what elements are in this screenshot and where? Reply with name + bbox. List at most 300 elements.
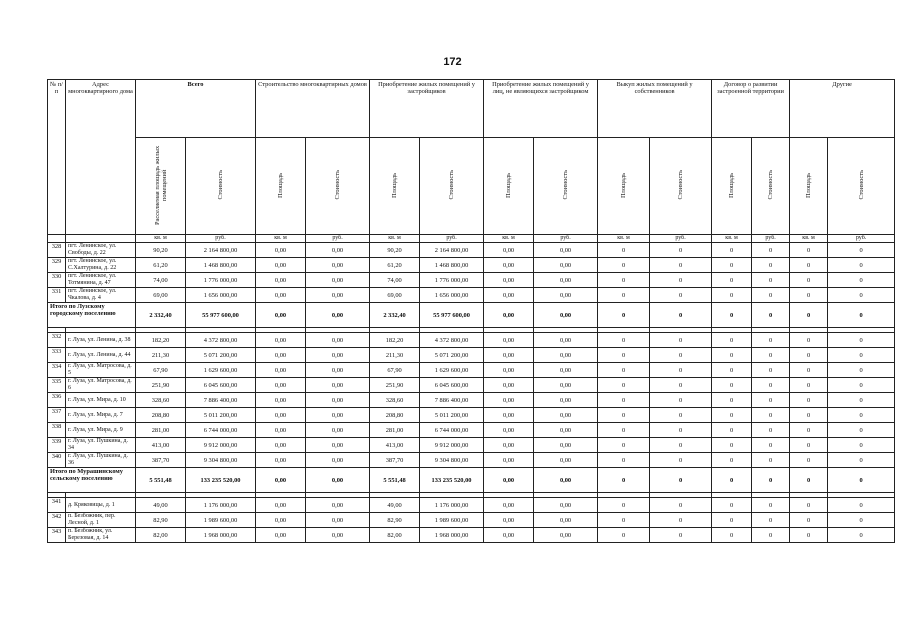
row-value: 61,20 bbox=[136, 258, 186, 273]
row-value: 0,00 bbox=[256, 528, 306, 543]
subtotal-cell: 55 977 600,00 bbox=[186, 303, 256, 328]
table-row bbox=[48, 243, 895, 258]
subtotal-cell: 0 bbox=[790, 468, 828, 493]
subtotal-cell: 0 bbox=[790, 303, 828, 328]
row-value: 0,00 bbox=[534, 498, 598, 513]
row-value: 0,00 bbox=[534, 453, 598, 468]
row-address: г. Луза, ул. Пушкина, д. 36 bbox=[66, 453, 136, 468]
subtotal-label: Итого по Лузскому городскому поселению bbox=[48, 303, 136, 328]
header-group-buyout: Выкуп жилых помещений у собственников bbox=[598, 80, 712, 138]
row-value: 0,00 bbox=[534, 348, 598, 363]
row-value: 0 bbox=[650, 333, 712, 348]
row-value: 0,00 bbox=[534, 258, 598, 273]
row-number: 334 bbox=[48, 363, 66, 378]
row-value: 0,00 bbox=[484, 438, 534, 453]
row-value: 9 912 000,00 bbox=[186, 438, 256, 453]
row-value: 6 045 600,00 bbox=[186, 378, 256, 393]
page-number: 172 bbox=[443, 56, 462, 68]
row-value: 0 bbox=[752, 288, 790, 303]
row-value: 0,00 bbox=[484, 378, 534, 393]
row-value: 0,00 bbox=[256, 243, 306, 258]
subtotal-cell: 0 bbox=[828, 303, 895, 328]
row-value: 0,00 bbox=[484, 348, 534, 363]
row-value: 0 bbox=[828, 273, 895, 288]
row-value: 1 656 000,00 bbox=[420, 288, 484, 303]
header-address: Адрес многоквартирного дома bbox=[66, 80, 136, 235]
row-value: 0,00 bbox=[534, 378, 598, 393]
row-value: 0,00 bbox=[306, 528, 370, 543]
row-value: 0 bbox=[712, 528, 752, 543]
subtotal-cell: 5 551,48 bbox=[136, 468, 186, 493]
row-value: 5 011 200,00 bbox=[186, 408, 256, 423]
row-value: 0 bbox=[828, 378, 895, 393]
row-value: 387,70 bbox=[136, 453, 186, 468]
row-value: 0 bbox=[790, 423, 828, 438]
row-value: 0,00 bbox=[306, 393, 370, 408]
unit-area: кв. м bbox=[484, 235, 534, 243]
row-address: п. Безбожник, ул. Березовая, д. 14 bbox=[66, 528, 136, 543]
row-address: д. Кряковицы, д. 1 bbox=[66, 498, 136, 513]
row-value: 0 bbox=[650, 378, 712, 393]
row-value: 82,00 bbox=[136, 528, 186, 543]
row-value: 0,00 bbox=[534, 333, 598, 348]
row-value: 0,00 bbox=[484, 273, 534, 288]
subtotal-cell: 0 bbox=[650, 303, 712, 328]
row-value: 0 bbox=[598, 498, 650, 513]
row-value: 251,90 bbox=[370, 378, 420, 393]
subtotal-cell: 133 235 520,00 bbox=[186, 468, 256, 493]
row-value: 0 bbox=[790, 243, 828, 258]
header-sub-area: Площадь bbox=[370, 138, 420, 235]
row-value: 82,90 bbox=[370, 513, 420, 528]
row-value: 0,00 bbox=[484, 528, 534, 543]
header-sub-cost: Стоимость bbox=[306, 138, 370, 235]
header-group-other: Другие bbox=[790, 80, 895, 138]
row-value: 281,00 bbox=[370, 423, 420, 438]
row-value: 0 bbox=[752, 333, 790, 348]
row-number: 341 bbox=[48, 498, 66, 513]
row-value: 0,00 bbox=[534, 423, 598, 438]
row-value: 0,00 bbox=[484, 498, 534, 513]
row-value: 0,00 bbox=[306, 423, 370, 438]
row-value: 0 bbox=[712, 258, 752, 273]
row-value: 0 bbox=[598, 378, 650, 393]
row-value: 6 744 000,00 bbox=[420, 423, 484, 438]
row-value: 0 bbox=[650, 408, 712, 423]
row-value: 0 bbox=[712, 243, 752, 258]
row-value: 0 bbox=[828, 438, 895, 453]
header-sub-area: Площадь bbox=[484, 138, 534, 235]
row-value: 0,00 bbox=[256, 273, 306, 288]
row-value: 0 bbox=[598, 273, 650, 288]
subtotal-row bbox=[48, 303, 895, 328]
header-sub-area: Площадь bbox=[790, 138, 828, 235]
row-value: 1 776 000,00 bbox=[420, 273, 484, 288]
row-value: 0,00 bbox=[306, 363, 370, 378]
row-value: 0,00 bbox=[534, 438, 598, 453]
subtotal-cell: 0 bbox=[712, 468, 752, 493]
table-row bbox=[48, 453, 895, 468]
row-value: 0 bbox=[650, 498, 712, 513]
row-value: 0,00 bbox=[256, 333, 306, 348]
unit-area: кв. м bbox=[712, 235, 752, 243]
unit-area: кв. м bbox=[790, 235, 828, 243]
row-number: 336 bbox=[48, 393, 66, 408]
header-no: № п/п bbox=[48, 80, 66, 235]
row-value: 67,90 bbox=[370, 363, 420, 378]
row-value: 0 bbox=[650, 513, 712, 528]
row-value: 0 bbox=[752, 528, 790, 543]
row-value: 0,00 bbox=[306, 378, 370, 393]
row-value: 1 629 600,00 bbox=[186, 363, 256, 378]
unit-cost: руб. bbox=[650, 235, 712, 243]
header-group-total: Всего bbox=[136, 80, 256, 138]
subtotal-cell: 0 bbox=[598, 468, 650, 493]
row-value: 0 bbox=[712, 438, 752, 453]
table-row bbox=[48, 288, 895, 303]
row-value: 0 bbox=[598, 288, 650, 303]
row-value: 182,20 bbox=[136, 333, 186, 348]
row-value: 0 bbox=[828, 423, 895, 438]
row-value: 0,00 bbox=[256, 393, 306, 408]
unit-blank bbox=[66, 235, 136, 243]
row-value: 0 bbox=[712, 378, 752, 393]
row-value: 0,00 bbox=[306, 513, 370, 528]
table-row bbox=[48, 273, 895, 288]
row-value: 0 bbox=[598, 348, 650, 363]
header-sub-cost: Стоимость bbox=[650, 138, 712, 235]
row-value: 0,00 bbox=[306, 348, 370, 363]
row-value: 0 bbox=[752, 498, 790, 513]
row-value: 0 bbox=[790, 528, 828, 543]
row-value: 0,00 bbox=[534, 273, 598, 288]
row-value: 1 176 000,00 bbox=[186, 498, 256, 513]
header-sub-area: Площадь bbox=[712, 138, 752, 235]
row-value: 0,00 bbox=[534, 513, 598, 528]
subtotal-cell: 0 bbox=[828, 468, 895, 493]
row-value: 0 bbox=[712, 408, 752, 423]
header-sub-area-total: Расселяемая площадь жилых помещений bbox=[136, 138, 186, 235]
row-value: 0 bbox=[752, 363, 790, 378]
row-value: 0 bbox=[598, 513, 650, 528]
row-address: пгт. Ленинское, ул. Тотмянина, д. 47 bbox=[66, 273, 136, 288]
header-group-developer: Приобретение жилых помещений у застройщиков bbox=[370, 80, 484, 138]
table-row bbox=[48, 408, 895, 423]
row-value: 49,00 bbox=[370, 498, 420, 513]
row-value: 0,00 bbox=[256, 513, 306, 528]
row-value: 0 bbox=[650, 348, 712, 363]
subtotal-cell: 0 bbox=[712, 303, 752, 328]
header-sub-cost: Стоимость bbox=[828, 138, 895, 235]
row-value: 0 bbox=[752, 408, 790, 423]
row-value: 0 bbox=[790, 273, 828, 288]
row-value: 0 bbox=[650, 393, 712, 408]
header-sub-cost: Стоимость bbox=[420, 138, 484, 235]
row-address: г. Луза, ул. Матросова, д. 5 bbox=[66, 363, 136, 378]
row-number: 329 bbox=[48, 258, 66, 273]
row-value: 0 bbox=[790, 333, 828, 348]
row-value: 0 bbox=[828, 408, 895, 423]
row-value: 0,00 bbox=[256, 258, 306, 273]
row-value: 4 372 800,00 bbox=[420, 333, 484, 348]
row-value: 5 011 200,00 bbox=[420, 408, 484, 423]
row-value: 7 886 400,00 bbox=[186, 393, 256, 408]
row-value: 1 629 600,00 bbox=[420, 363, 484, 378]
table-row bbox=[48, 378, 895, 393]
row-value: 0 bbox=[712, 273, 752, 288]
row-value: 208,80 bbox=[136, 408, 186, 423]
row-value: 1 656 000,00 bbox=[186, 288, 256, 303]
unit-area: кв. м bbox=[598, 235, 650, 243]
row-value: 0 bbox=[650, 273, 712, 288]
row-number: 335 bbox=[48, 378, 66, 393]
row-value: 49,00 bbox=[136, 498, 186, 513]
row-value: 1 968 000,00 bbox=[186, 528, 256, 543]
row-value: 0,00 bbox=[306, 333, 370, 348]
row-address: г. Луза, ул. Матросова, д. 6 bbox=[66, 378, 136, 393]
subtotal-cell: 0,00 bbox=[484, 303, 534, 328]
row-number: 330 bbox=[48, 273, 66, 288]
row-value: 0,00 bbox=[484, 423, 534, 438]
row-value: 2 164 800,00 bbox=[186, 243, 256, 258]
row-address: г. Луза, ул. Мира, д. 7 bbox=[66, 408, 136, 423]
row-value: 0 bbox=[790, 258, 828, 273]
row-value: 0,00 bbox=[306, 243, 370, 258]
row-address: г. Луза, ул. Ленина, д. 44 bbox=[66, 348, 136, 363]
row-value: 0 bbox=[790, 288, 828, 303]
unit-area: кв. м bbox=[136, 235, 186, 243]
row-value: 74,00 bbox=[370, 273, 420, 288]
row-value: 0,00 bbox=[484, 513, 534, 528]
row-value: 0 bbox=[828, 513, 895, 528]
row-value: 1 968 000,00 bbox=[420, 528, 484, 543]
row-value: 0 bbox=[650, 438, 712, 453]
row-number: 328 bbox=[48, 243, 66, 258]
row-value: 0,00 bbox=[534, 363, 598, 378]
row-value: 0 bbox=[790, 393, 828, 408]
row-address: г. Луза, ул. Ленина, д. 38 bbox=[66, 333, 136, 348]
row-value: 0 bbox=[598, 258, 650, 273]
row-value: 0 bbox=[712, 348, 752, 363]
row-value: 0,00 bbox=[484, 243, 534, 258]
row-value: 0 bbox=[598, 423, 650, 438]
row-number: 339 bbox=[48, 438, 66, 453]
row-value: 0,00 bbox=[534, 288, 598, 303]
row-value: 0 bbox=[752, 243, 790, 258]
row-address: пгт. Ленинское, ул. Свободы, д. 22 bbox=[66, 243, 136, 258]
row-value: 0,00 bbox=[256, 348, 306, 363]
table-row bbox=[48, 363, 895, 378]
row-value: 0 bbox=[752, 453, 790, 468]
row-value: 0 bbox=[712, 363, 752, 378]
row-number: 342 bbox=[48, 513, 66, 528]
row-value: 0 bbox=[828, 453, 895, 468]
row-value: 0 bbox=[828, 348, 895, 363]
row-value: 0,00 bbox=[306, 273, 370, 288]
row-value: 328,60 bbox=[136, 393, 186, 408]
row-value: 211,30 bbox=[370, 348, 420, 363]
row-address: г. Луза, ул. Мира, д. 10 bbox=[66, 393, 136, 408]
row-value: 2 164 800,00 bbox=[420, 243, 484, 258]
row-value: 1 468 800,00 bbox=[420, 258, 484, 273]
subtotal-cell: 0,00 bbox=[484, 468, 534, 493]
row-value: 0 bbox=[790, 453, 828, 468]
row-value: 0 bbox=[650, 243, 712, 258]
subtotal-cell: 0,00 bbox=[534, 468, 598, 493]
unit-cost: руб. bbox=[752, 235, 790, 243]
row-value: 0 bbox=[828, 258, 895, 273]
unit-cost: руб. bbox=[828, 235, 895, 243]
row-value: 0 bbox=[752, 348, 790, 363]
row-value: 0,00 bbox=[256, 378, 306, 393]
row-value: 0 bbox=[790, 438, 828, 453]
row-number: 343 bbox=[48, 528, 66, 543]
row-number: 332 bbox=[48, 333, 66, 348]
row-value: 82,90 bbox=[136, 513, 186, 528]
row-value: 0,00 bbox=[256, 423, 306, 438]
row-value: 0 bbox=[790, 408, 828, 423]
subtotal-cell: 0 bbox=[752, 468, 790, 493]
row-value: 281,00 bbox=[136, 423, 186, 438]
row-value: 0 bbox=[712, 393, 752, 408]
row-value: 0 bbox=[828, 393, 895, 408]
row-value: 0,00 bbox=[306, 498, 370, 513]
table-row bbox=[48, 393, 895, 408]
header-sub-cost: Стоимость bbox=[534, 138, 598, 235]
row-value: 9 304 800,00 bbox=[420, 453, 484, 468]
row-address: г. Луза, ул. Пушкина, д. 34 bbox=[66, 438, 136, 453]
row-value: 0,00 bbox=[256, 438, 306, 453]
row-value: 387,70 bbox=[370, 453, 420, 468]
table-row bbox=[48, 438, 895, 453]
row-value: 0,00 bbox=[306, 288, 370, 303]
row-value: 1 989 600,00 bbox=[420, 513, 484, 528]
subtotal-row bbox=[48, 468, 895, 493]
row-value: 9 304 800,00 bbox=[186, 453, 256, 468]
subtotal-cell: 0,00 bbox=[306, 468, 370, 493]
table-body bbox=[48, 243, 895, 543]
row-value: 0 bbox=[650, 288, 712, 303]
row-value: 0 bbox=[650, 423, 712, 438]
table-row bbox=[48, 498, 895, 513]
row-value: 0 bbox=[712, 513, 752, 528]
unit-cost: руб. bbox=[420, 235, 484, 243]
row-value: 1 989 600,00 bbox=[186, 513, 256, 528]
row-value: 0 bbox=[650, 528, 712, 543]
row-value: 0 bbox=[598, 528, 650, 543]
row-value: 69,00 bbox=[370, 288, 420, 303]
row-value: 0 bbox=[712, 453, 752, 468]
table-row bbox=[48, 423, 895, 438]
row-value: 6 744 000,00 bbox=[186, 423, 256, 438]
row-value: 0 bbox=[752, 438, 790, 453]
row-value: 0 bbox=[650, 363, 712, 378]
subtotal-label: Итого по Мурашинскому сельскому поселению bbox=[48, 468, 136, 493]
row-value: 0 bbox=[790, 363, 828, 378]
row-value: 4 372 800,00 bbox=[186, 333, 256, 348]
row-value: 0,00 bbox=[306, 453, 370, 468]
row-value: 328,60 bbox=[370, 393, 420, 408]
row-value: 90,20 bbox=[136, 243, 186, 258]
row-value: 0 bbox=[828, 528, 895, 543]
row-number: 331 bbox=[48, 288, 66, 303]
table-row bbox=[48, 258, 895, 273]
subtotal-cell: 55 977 600,00 bbox=[420, 303, 484, 328]
units-row bbox=[48, 235, 895, 243]
row-value: 0 bbox=[752, 423, 790, 438]
row-value: 61,20 bbox=[370, 258, 420, 273]
row-value: 0 bbox=[752, 393, 790, 408]
row-number: 340 bbox=[48, 453, 66, 468]
row-value: 0 bbox=[598, 438, 650, 453]
row-value: 251,90 bbox=[136, 378, 186, 393]
header-sub-area: Площадь bbox=[256, 138, 306, 235]
row-value: 0,00 bbox=[306, 258, 370, 273]
row-value: 0 bbox=[752, 513, 790, 528]
row-value: 0 bbox=[598, 243, 650, 258]
row-value: 0,00 bbox=[534, 243, 598, 258]
row-value: 5 071 200,00 bbox=[420, 348, 484, 363]
row-address: п. Безбожник, пер. Лесной, д. 1 bbox=[66, 513, 136, 528]
subtotal-cell: 0 bbox=[650, 468, 712, 493]
row-value: 413,00 bbox=[370, 438, 420, 453]
row-value: 0 bbox=[650, 258, 712, 273]
row-number: 337 bbox=[48, 408, 66, 423]
row-value: 6 045 600,00 bbox=[420, 378, 484, 393]
unit-cost: руб. bbox=[306, 235, 370, 243]
row-value: 69,00 bbox=[136, 288, 186, 303]
table-row bbox=[48, 528, 895, 543]
table-row bbox=[48, 333, 895, 348]
row-address: пгт. Ленинское, ул. С.Халтурина, д. 22 bbox=[66, 258, 136, 273]
row-value: 182,20 bbox=[370, 333, 420, 348]
row-value: 0 bbox=[598, 333, 650, 348]
row-value: 0,00 bbox=[534, 408, 598, 423]
row-value: 0 bbox=[598, 453, 650, 468]
row-value: 0,00 bbox=[484, 393, 534, 408]
row-value: 0 bbox=[650, 453, 712, 468]
unit-cost: руб. bbox=[186, 235, 256, 243]
header-group-construction: Строительство многоквартирных домов bbox=[256, 80, 370, 138]
row-value: 0 bbox=[790, 498, 828, 513]
row-value: 7 886 400,00 bbox=[420, 393, 484, 408]
row-value: 0,00 bbox=[484, 408, 534, 423]
row-value: 0 bbox=[598, 393, 650, 408]
subtotal-cell: 0 bbox=[752, 303, 790, 328]
row-value: 0,00 bbox=[484, 363, 534, 378]
row-value: 0,00 bbox=[484, 453, 534, 468]
header-group-contract: Договор о развитии застроенной территории bbox=[712, 80, 790, 138]
header-sub-area: Площадь bbox=[598, 138, 650, 235]
row-value: 0 bbox=[712, 333, 752, 348]
row-value: 0,00 bbox=[306, 408, 370, 423]
row-value: 0 bbox=[828, 243, 895, 258]
row-value: 0,00 bbox=[534, 528, 598, 543]
subtotal-cell: 2 332,40 bbox=[370, 303, 420, 328]
row-value: 0 bbox=[790, 513, 828, 528]
subtotal-cell: 133 235 520,00 bbox=[420, 468, 484, 493]
row-value: 0,00 bbox=[534, 393, 598, 408]
header-sub-cost: Стоимость bbox=[752, 138, 790, 235]
row-value: 74,00 bbox=[136, 273, 186, 288]
row-value: 67,90 bbox=[136, 363, 186, 378]
table-header bbox=[48, 80, 895, 243]
row-value: 0,00 bbox=[256, 363, 306, 378]
row-value: 0 bbox=[790, 378, 828, 393]
row-number: 338 bbox=[48, 423, 66, 438]
header-sub-cost-total: Стоимость bbox=[186, 138, 256, 235]
row-value: 0 bbox=[828, 363, 895, 378]
